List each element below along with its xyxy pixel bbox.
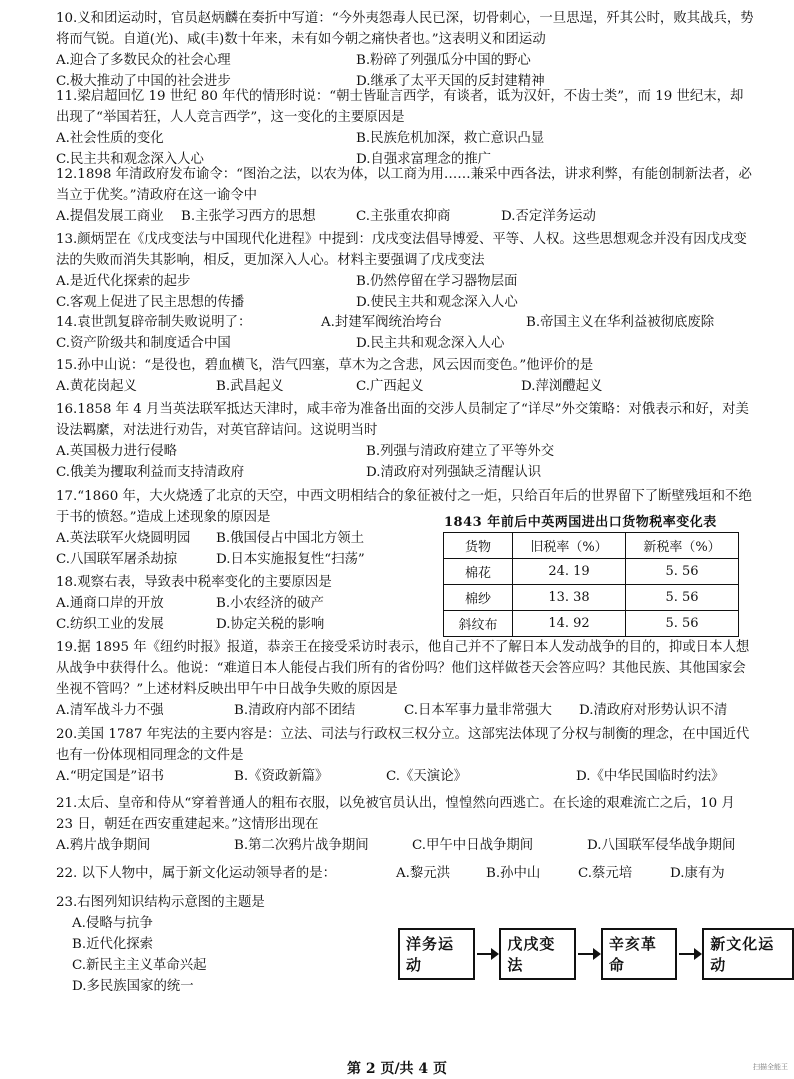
option-b: B.民族危机加深，救亡意识凸显 — [356, 131, 545, 146]
question-10 — [56, 8, 756, 92]
question-stem: 13.颜炳罡在《戊戌变法与中国现代化进程》中提到：戊戌变法倡导博爱、平等、人权。这些思想观念并没有因戊戌变法的失败而消失其影响，相反，更加深入人心。材料主要强调了戊戌变法 — [56, 232, 747, 268]
option-b: B.粉碎了列强瓜分中国的野心 — [356, 53, 531, 68]
table-cell: 14. 92 — [513, 611, 626, 637]
tax-table-title: 1843 年前后中英两国进出口货物税率变化表 — [444, 515, 717, 530]
option-b: B.近代化探索 — [72, 937, 154, 952]
table-cell: 5. 56 — [626, 559, 739, 585]
arrow-right-icon — [477, 953, 498, 955]
option-b: B.列强与清政府建立了平等外交 — [366, 444, 555, 459]
table-cell: 棉纱 — [444, 585, 513, 611]
question-16 — [56, 399, 756, 483]
question-21 — [56, 793, 756, 856]
option-d: D.继承了太平天国的反封建精神 — [356, 74, 545, 89]
table-row — [444, 559, 739, 585]
table-cell: 13. 38 — [513, 585, 626, 611]
option-d: D.多民族国家的统一 — [72, 979, 194, 994]
question-stem: 21.太后、皇帝和侍从“穿着普通人的粗布衣服，以免被官员认出，惶惶然向西逃亡。在长途的艰难流亡之后，10 月 23 日，朝廷在西安重建起来。”这情形出现在 — [56, 796, 735, 832]
arrow-right-icon — [578, 953, 599, 955]
option-c: C.《天演论》 — [386, 769, 467, 784]
option-c: C.八国联军屠杀劫掠 — [56, 552, 178, 567]
option-a: A.是近代化探索的起步 — [56, 274, 191, 289]
question-stem: 17.“1860 年，大火烧透了北京的天空，中西文明相结合的象征被付之一炬，只给百年后的世界留下了断壁残垣和不绝于书的愤怒。”造成上述现象的原因是 — [56, 489, 752, 525]
flow-box-new-culture: 新文化运动 — [702, 928, 794, 980]
option-c: C.新民主主义革命兴起 — [72, 958, 207, 973]
question-stem: 14.袁世凯复辟帝制失败说明了： — [56, 315, 252, 330]
option-b: B.俄国侵占中国北方领土 — [216, 531, 365, 546]
table-header: 新税率（%） — [626, 533, 739, 559]
table-row — [444, 611, 739, 637]
page-footer: 第 2 页/共 4 页 — [346, 1061, 448, 1077]
question-14 — [56, 312, 756, 354]
option-b: B.武昌起义 — [216, 379, 284, 394]
option-a: A.清军战斗力不强 — [56, 703, 164, 718]
scanner-watermark: 扫描全能王 — [753, 1063, 788, 1071]
option-a: A.黎元洪 — [396, 866, 451, 881]
tax-table — [443, 532, 739, 637]
option-d: D.清政府对形势认识不清 — [579, 703, 728, 718]
question-13 — [56, 229, 756, 313]
option-a: A.侵略与抗争 — [72, 916, 153, 931]
option-d: D.康有为 — [670, 866, 725, 881]
option-c: C.蔡元培 — [578, 866, 633, 881]
option-c: C.日本军事力量非常强大 — [404, 703, 552, 718]
question-20 — [56, 724, 756, 787]
arrow-right-icon — [679, 953, 700, 955]
option-b: B.主张学习西方的思想 — [181, 209, 316, 224]
option-d: D.协定关税的影响 — [216, 617, 325, 632]
flow-box-revolution: 辛亥革命 — [601, 928, 678, 980]
option-d: D.自强求富理念的推广 — [356, 152, 492, 167]
option-c: C.民主共和观念深入人心 — [56, 152, 204, 167]
option-b: B.第二次鸦片战争期间 — [234, 838, 369, 853]
question-stem: 10.义和团运动时，官员赵炳麟在奏折中写道：“今外夷怨毒人民已深，切骨刺心，一旦思逞，歼其公时，败其战兵，势将而气锐。自道(光)、咸(丰)数十年来，未有如今朝之痛快者也。”这表明义和团运动 — [56, 11, 754, 47]
option-b: B.《资政新篇》 — [234, 769, 329, 784]
table-header: 货物 — [444, 533, 513, 559]
option-a: A.社会性质的变化 — [56, 131, 164, 146]
flow-box-westernization: 洋务运动 — [398, 928, 475, 980]
option-d: D.八国联军侵华战争期间 — [587, 838, 736, 853]
option-b: B.孙中山 — [486, 866, 541, 881]
option-c: C.甲午中日战争期间 — [412, 838, 534, 853]
option-a: A.鸦片战争期间 — [56, 838, 151, 853]
question-stem: 20.美国 1787 年宪法的主要内容是：立法、司法与行政权三权分立。这部宪法体现了分权与制衡的理念，在中国近代也有一份体现相同理念的文件是 — [56, 727, 750, 763]
option-c: C.俄美为攫取利益而支持清政府 — [56, 465, 245, 480]
option-c: C.资产阶级共和制度适合中国 — [56, 336, 231, 351]
question-15 — [56, 355, 756, 397]
option-a: A.提倡发展工商业 — [56, 209, 164, 224]
option-a: A.封建军阀统治垮台 — [321, 315, 443, 330]
option-d: D.使民主共和观念深入人心 — [356, 295, 518, 310]
question-stem: 23.右图列知识结构示意图的主题是 — [56, 895, 265, 910]
option-c: C.极大推动了中国的社会进步 — [56, 74, 231, 89]
question-stem: 16.1858 年 4 月当英法联军抵达天津时，咸丰帝为准备出面的交涉人员制定了“详尽”外交策略：对俄表示和好，对美设法羁縻，对法进行劝告，对英官辞诘问。这说明当时 — [56, 402, 749, 438]
question-stem: 19.据 1895 年《纽约时报》报道，恭亲王在接受采访时表示，他自己并不了解日本人发动战争的目的，抑或日本人想从战争中获得什么。他说：“难道日本人能侵占我们所有的省份吗？他们这样做苍天会答应吗？其他民族、其他国家会坐视不管吗？”上述材料反映出甲午中日战争失败的原因是 — [56, 640, 750, 697]
question-18 — [56, 572, 426, 635]
option-b: B.帝国主义在华利益被彻底废除 — [526, 315, 715, 330]
option-c: C.广西起义 — [356, 379, 424, 394]
table-cell: 棉花 — [444, 559, 513, 585]
question-stem: 22. 以下人物中，属于新文化运动领导者的是： — [56, 866, 336, 881]
table-cell: 24. 19 — [513, 559, 626, 585]
option-a: A.通商口岸的开放 — [56, 596, 164, 611]
option-a: A.“明定国是”诏书 — [56, 769, 164, 784]
table-cell: 5. 56 — [626, 611, 739, 637]
question-23 — [56, 892, 376, 997]
question-22 — [56, 863, 756, 884]
option-c: C.主张重农抑商 — [356, 209, 451, 224]
table-header: 旧税率（%） — [513, 533, 626, 559]
option-d: D.否定洋务运动 — [501, 209, 596, 224]
table-row — [444, 585, 739, 611]
knowledge-flow-diagram — [398, 928, 794, 980]
option-a: A.英国极力进行侵略 — [56, 444, 178, 459]
option-d: D.日本实施报复性“扫荡” — [216, 552, 365, 567]
option-b: B.仍然停留在学习器物层面 — [356, 274, 518, 289]
question-stem: 18.观察右表，导致表中税率变化的主要原因是 — [56, 575, 332, 590]
question-stem: 12.1898 年清政府发布谕令：“图治之法，以农为体，以工商为用……兼采中西各法，讲求利弊，有能创制新法者，必当立于优奖。”清政府在这一谕令中 — [56, 167, 752, 203]
question-12 — [56, 164, 756, 227]
option-b: B.小农经济的破产 — [216, 596, 324, 611]
option-d: D.民主共和观念深入人心 — [356, 336, 505, 351]
option-c: C.纺织工业的发展 — [56, 617, 164, 632]
table-cell: 斜纹布 — [444, 611, 513, 637]
table-cell: 5. 56 — [626, 585, 739, 611]
option-b: B.清政府内部不团结 — [234, 703, 356, 718]
flow-box-reform: 戊戌变法 — [499, 928, 576, 980]
question-19 — [56, 637, 756, 721]
option-a: A.英法联军火烧圆明园 — [56, 531, 191, 546]
option-d: D.《中华民国临时约法》 — [576, 769, 725, 784]
option-d: D.萍浏醴起义 — [521, 379, 603, 394]
question-stem: 11.梁启超回忆 19 世纪 80 年代的情形时说：“朝士皆耻言西学，有谈者，诋为汉奸，不齿士类”，而 19 世纪末，却出现了“举国若狂，人人竞言西学”，这一变化的主要原因是 — [56, 89, 744, 125]
option-a: A.迎合了多数民众的社会心理 — [56, 53, 231, 68]
question-stem: 15.孙中山说：“是役也，碧血横飞，浩气四塞，草木为之含悲，风云因而变色。”他评价的是 — [56, 358, 594, 373]
option-a: A.黄花岗起义 — [56, 379, 137, 394]
question-11 — [56, 86, 756, 170]
option-d: D.清政府对列强缺乏清醒认识 — [366, 465, 542, 480]
option-c: C.客观上促进了民主思想的传播 — [56, 295, 245, 310]
